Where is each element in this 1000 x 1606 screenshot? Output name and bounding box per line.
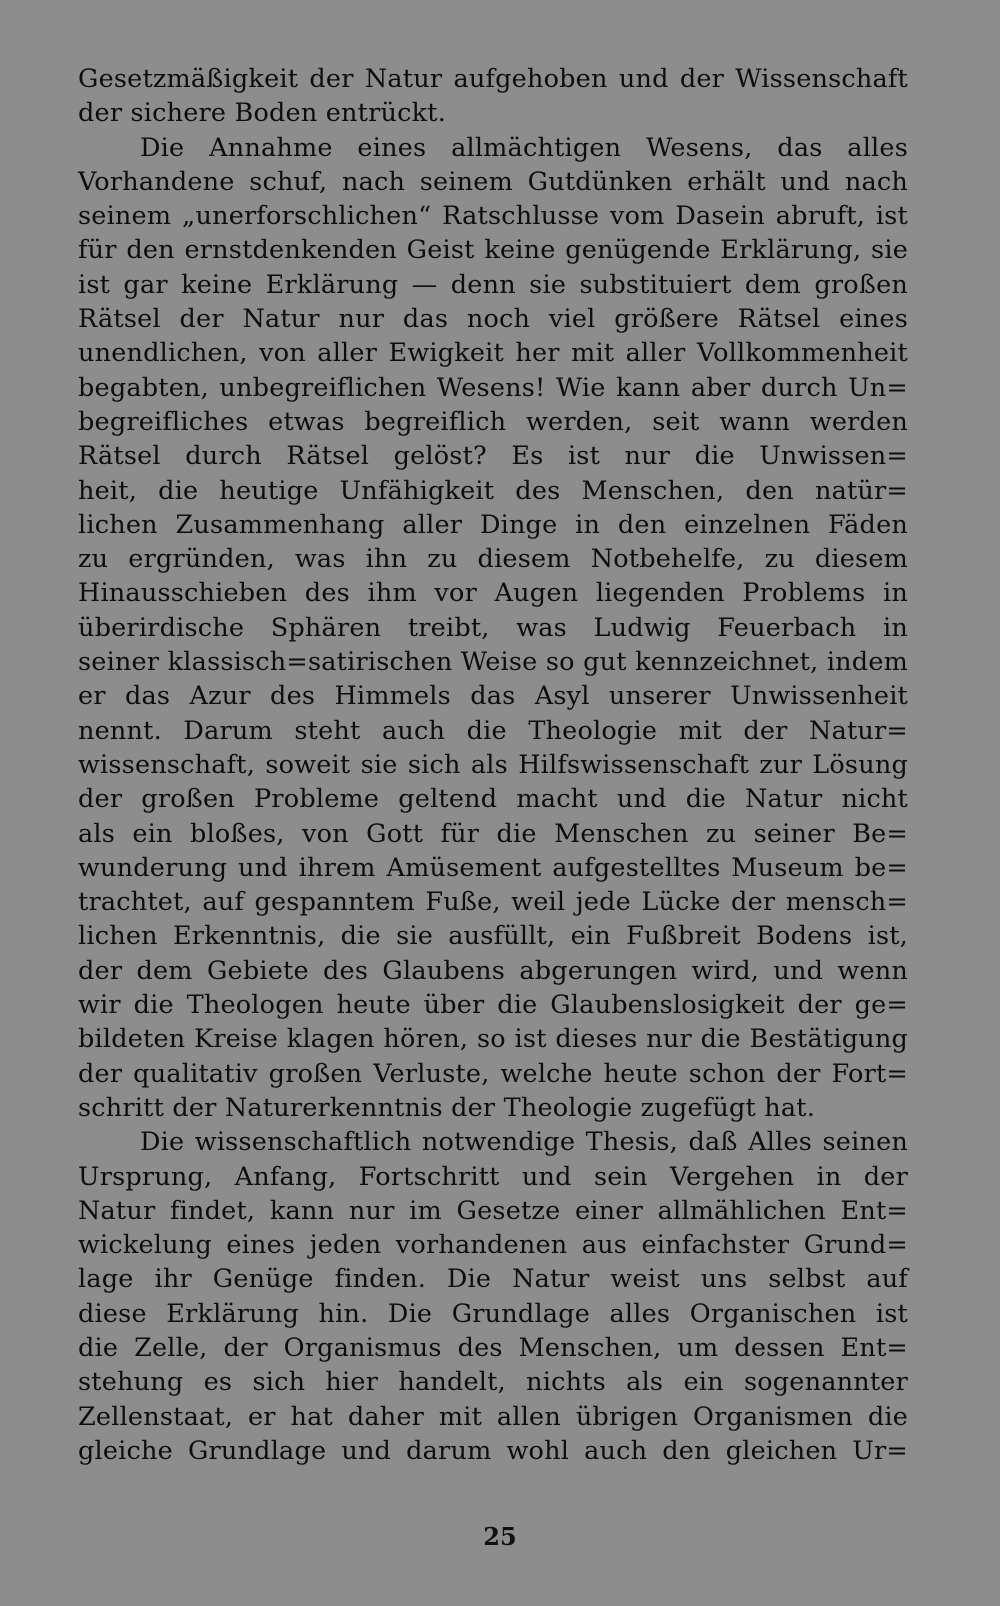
text-line: wunderung und ihrem Amüsement aufgestelltes Museum be= — [78, 852, 908, 883]
text-line: diese Erklärung hin. Die Grundlage alles Organischen ist — [78, 1298, 908, 1329]
text-line: der qualitativ großen Verluste, welche heute schon der Fort= — [78, 1058, 908, 1089]
body-text — [78, 62, 908, 1468]
paragraph — [78, 62, 908, 131]
text-line: die Zelle, der Organismus des Menschen, um dessen Ent= — [78, 1332, 908, 1363]
text-line: der großen Probleme geltend macht und die Natur nicht — [78, 784, 908, 815]
text-line: lichen Zusammenhang aller Dinge in den einzelnen Fäden — [78, 509, 908, 540]
text-line: Hinausschieben des ihm vor Augen liegenden Problems in — [78, 578, 908, 609]
text-line: nennt. Darum steht auch die Theologie mit der Natur= — [78, 715, 908, 746]
text-line: Gesetzmäßigkeit der Natur aufgehoben und der Wissenschaft — [78, 64, 908, 94]
text-line: Natur findet, kann nur im Gesetze einer allmählichen Ent= — [78, 1195, 908, 1226]
text-line: wickelung eines jeden vorhandenen aus einfachster Grund= — [78, 1230, 908, 1261]
text-line: Zellenstaat, er hat daher mit allen übrigen Organismen die — [78, 1401, 908, 1432]
text-line: heit, die heutige Unfähigkeit des Menschen, den natür= — [78, 475, 908, 506]
text-line: Rätsel der Natur nur das noch viel größere Rätsel eines — [78, 304, 908, 335]
text-line: Ursprung, Anfang, Fortschritt und sein Vergehen in der — [78, 1161, 908, 1192]
paragraph — [78, 131, 908, 1126]
text-line: Die wissenschaftlich notwendige Thesis, daß Alles seinen — [140, 1127, 908, 1158]
text-line: ist gar keine Erklärung — denn sie substituiert dem großen — [78, 269, 908, 300]
text-line: bildeten Kreise klagen hören, so ist dieses nur die Bestätigung — [78, 1024, 908, 1055]
text-line: lichen Erkenntnis, die sie ausfüllt, ein Fußbreit Bodens ist, — [78, 921, 908, 952]
text-line: für den ernstdenkenden Geist keine genügende Erklärung, sie — [78, 235, 908, 266]
text-line: wir die Theologen heute über die Glaubenslosigkeit der ge= — [78, 990, 908, 1021]
text-line: begreifliches etwas begreiflich werden, seit wann werden — [78, 406, 908, 437]
text-line: stehung es sich hier handelt, nichts als ein sogenannter — [78, 1367, 908, 1398]
text-line: Rätsel durch Rätsel gelöst? Es ist nur die Unwissen= — [78, 441, 908, 472]
text-line: trachtet, auf gespanntem Fuße, weil jede Lücke der mensch= — [78, 887, 908, 918]
paragraph — [78, 1125, 908, 1468]
text-line: unendlichen, von aller Ewigkeit her mit aller Vollkommenheit — [78, 338, 908, 369]
text-line: zu ergründen, was ihn zu diesem Notbehelfe, zu diesem — [78, 544, 908, 575]
text-line: begabten, unbegreiflichen Wesens! Wie kann aber durch Un= — [78, 372, 908, 403]
text-line: wissenschaft, soweit sie sich als Hilfswissenschaft zur Lösung — [78, 749, 908, 780]
text-line: Die Annahme eines allmächtigen Wesens, das alles — [140, 132, 908, 163]
text-line: Vorhandene schuf, nach seinem Gutdünken erhält und nach — [78, 166, 908, 197]
text-line: lage ihr Genüge finden. Die Natur weist uns selbst auf — [78, 1264, 908, 1295]
text-line: als ein bloßes, von Gott für die Menschen zu seiner Be= — [78, 818, 908, 849]
text-line: schritt der Naturerkenntnis der Theologie zugefügt hat. — [78, 1092, 816, 1123]
text-line: seiner klassisch=satirischen Weise so gut kennzeichnet, indem — [78, 647, 908, 678]
text-line: er das Azur des Himmels das Asyl unserer Unwissenheit — [78, 681, 908, 712]
text-line: gleiche Grundlage und darum wohl auch den gleichen Ur= — [78, 1435, 908, 1466]
page-number: 25 — [483, 1522, 517, 1551]
text-line: seinem „unerforschlichen“ Ratschlusse vom Dasein abruft, ist — [78, 201, 908, 232]
text-line: der sichere Boden entrückt. — [78, 98, 447, 129]
text-line: der dem Gebiete des Glaubens abgerungen wird, und wenn — [78, 955, 908, 986]
text-line: überirdische Sphären treibt, was Ludwig Feuerbach in — [78, 612, 908, 643]
